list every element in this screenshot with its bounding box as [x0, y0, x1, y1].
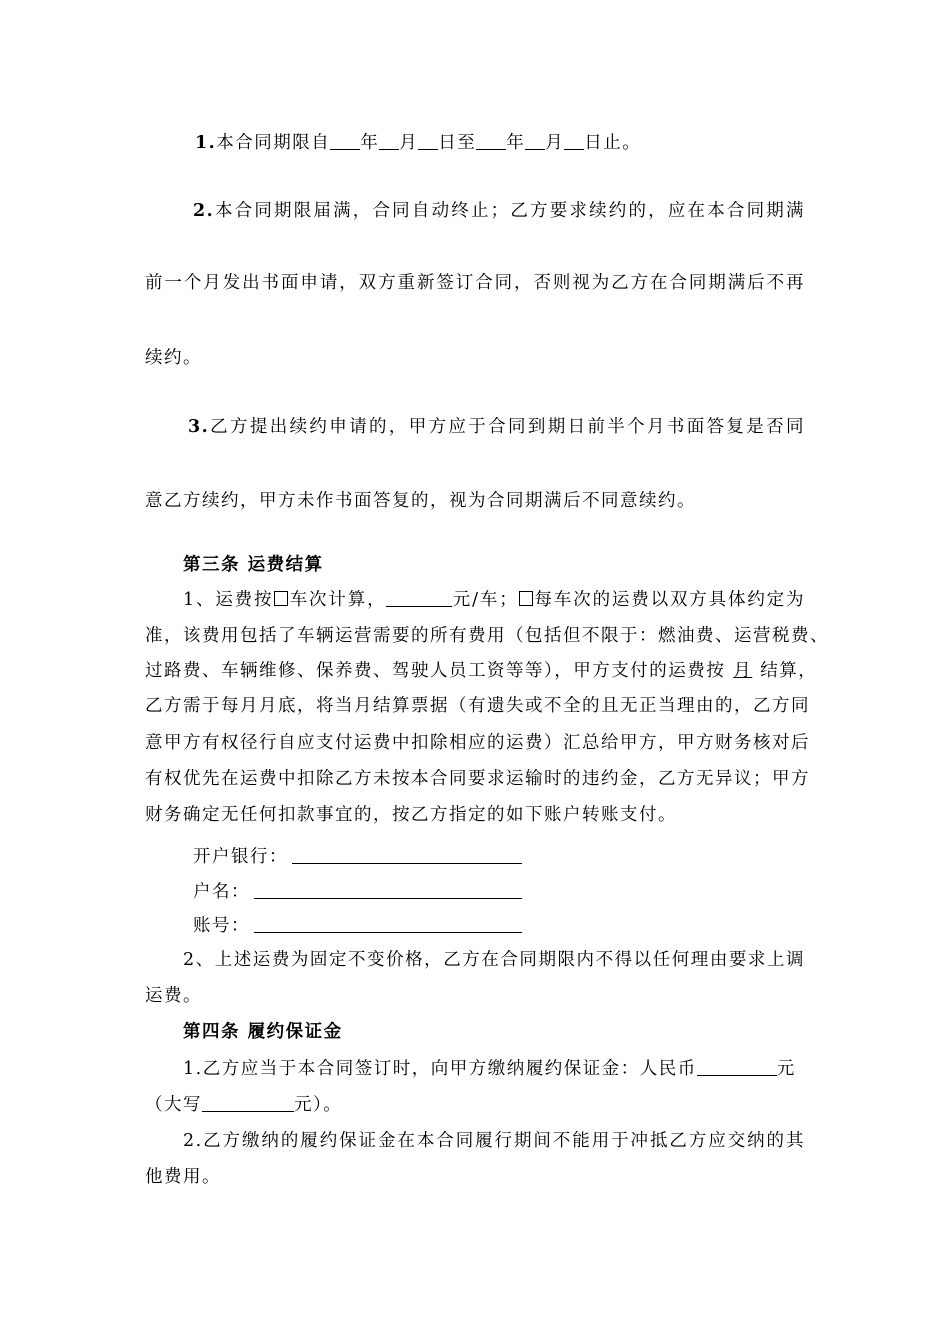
article-4-clause-2-line-1: 2.乙方缴纳的履约保证金在本合同履行期间不能用于冲抵乙方应交纳的其	[183, 1131, 805, 1151]
deposit-amount-words-blank	[202, 1095, 294, 1112]
term-clause-2-line-3: 续约。	[145, 348, 202, 368]
end-day-blank	[564, 133, 584, 150]
checkbox-per-trip[interactable]	[274, 591, 288, 606]
bank-blank	[292, 847, 522, 864]
bank-row	[193, 845, 522, 869]
clause-number: 1.	[195, 133, 217, 153]
account-name-blank	[254, 882, 522, 899]
term-clause-3-line-2: 意乙方续约，甲方未作书面答复的，视为合同期满后不同意续约。	[145, 491, 696, 511]
article-3-clause-1-line-5: 意甲方有权径行自应支付运费中扣除相应的运费）汇总给甲方，甲方财务核对后	[145, 733, 810, 753]
account-number-blank	[254, 916, 522, 933]
article-4-clause-1-line-2: （大写 元）。	[145, 1095, 343, 1115]
term-clause-3-line-1: 3.乙方提出续约申请的，甲方应于合同到期日前半个月书面答复是否同	[188, 417, 805, 437]
article-4-clause-1-line-1: 1.乙方应当于本合同签订时，向甲方缴纳履约保证金：人民币 元	[183, 1059, 796, 1079]
bank-label: 开户银行：	[193, 847, 288, 867]
account-name-row	[193, 880, 522, 904]
start-year-blank	[330, 133, 360, 150]
account-number-label: 账号：	[193, 916, 250, 936]
article-3-clause-2-line-2: 运费。	[145, 986, 202, 1006]
article-3-clause-1-line-4: 乙方需于每月月底，将当月结算票据（有遗失或不全的且无正当理由的，乙方同	[145, 696, 810, 716]
article-3-clause-1-line-6: 有权优先在运费中扣除乙方未按本合同要求运输时的违约金，乙方无异议；甲方	[145, 769, 810, 789]
article-3-heading: 第三条 运费结算	[183, 555, 324, 575]
settlement-period: 月	[733, 661, 753, 681]
account-name-label: 户名：	[193, 882, 250, 902]
article-3-clause-1-line-2: 准，该费用包括了车辆运营需要的所有费用（包括但不限于：燃油费、运营税费、	[145, 626, 829, 646]
fee-per-trip-blank	[386, 590, 452, 607]
checkbox-agreed-fee[interactable]	[519, 591, 533, 606]
article-3-clause-1-line-7: 财务确定无任何扣款事宜的，按乙方指定的如下账户转账支付。	[145, 805, 677, 825]
article-4-heading: 第四条 履约保证金	[183, 1022, 343, 1042]
article-3-clause-1-line-1: 1、运费按 车次计算， 元/车； 每车次的运费以双方具体约定为	[183, 590, 806, 610]
start-day-blank	[418, 133, 438, 150]
article-4-clause-2-line-2: 他费用。	[145, 1167, 221, 1187]
article-3-clause-2-line-1: 2、上述运费为固定不变价格，乙方在合同期限内不得以任何理由要求上调	[183, 950, 805, 970]
end-month-blank	[525, 133, 545, 150]
term-clause-1: 1.本合同期限自 年 月 日至 年 月 日止。	[195, 133, 642, 153]
account-number-row	[193, 914, 522, 938]
term-clause-2-line-2: 前一个月发出书面申请，双方重新签订合同，否则视为乙方在合同期满后不再	[145, 273, 805, 293]
start-month-blank	[379, 133, 399, 150]
end-year-blank	[476, 133, 506, 150]
article-3-clause-1-line-3: 过路费、车辆维修、保养费、驾驶人员工资等等），甲方支付的运费按 月 结算，	[145, 661, 818, 681]
deposit-amount-blank	[697, 1059, 777, 1076]
term-clause-2-line-1: 2.本合同期限届满，合同自动终止；乙方要求续约的，应在本合同期满	[193, 201, 805, 221]
